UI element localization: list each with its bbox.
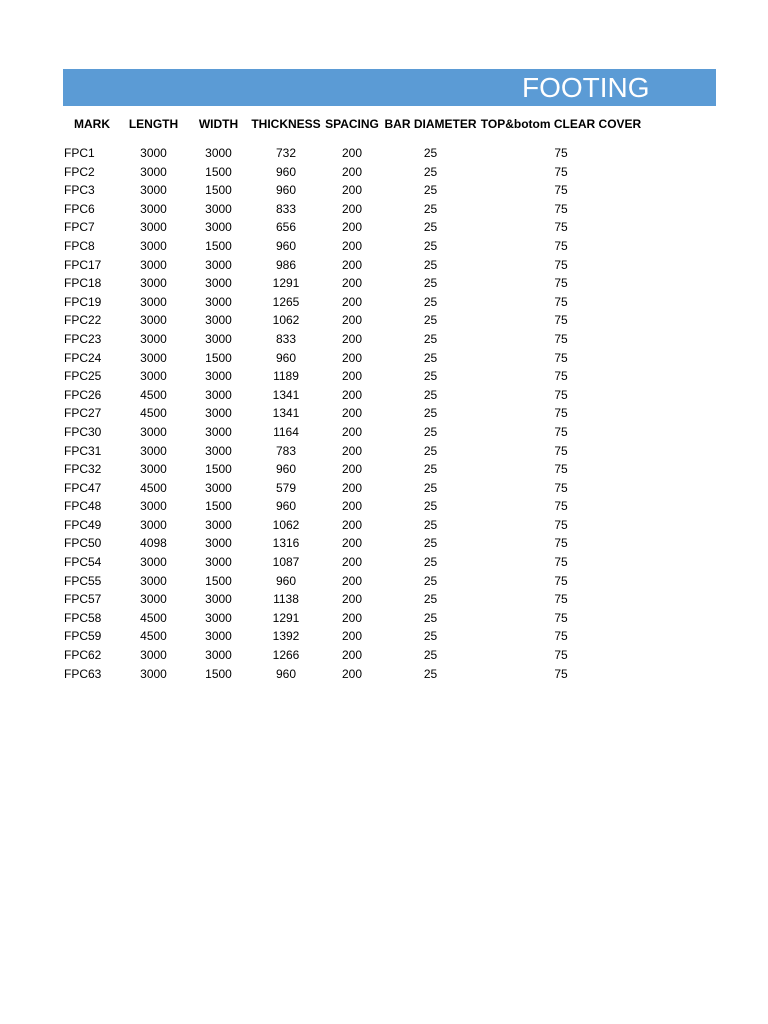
cell-clear-cover: 75 (554, 238, 568, 253)
cell-bar-diameter: 25 (423, 499, 438, 514)
cell-spacing: 200 (341, 499, 363, 514)
cell-spacing: 200 (341, 369, 363, 384)
cell-width: 3000 (205, 387, 232, 402)
table-row (63, 200, 644, 219)
cell-thickness: 960 (275, 350, 297, 365)
cell-length: 3000 (140, 648, 167, 663)
cell-bar-diameter: 25 (423, 164, 438, 179)
table-row (63, 516, 644, 535)
cell-width: 3000 (205, 592, 232, 607)
title-bar (63, 69, 716, 106)
cell-width: 3000 (205, 629, 232, 644)
cell-thickness: 960 (275, 183, 297, 198)
cell-thickness: 579 (275, 480, 297, 495)
cell-width: 3000 (205, 331, 232, 346)
cell-clear-cover: 75 (554, 146, 568, 160)
cell-length: 4500 (140, 629, 167, 644)
cell-width: 3000 (205, 369, 232, 384)
table-body (63, 144, 644, 683)
cell-width: 3000 (205, 443, 232, 458)
cell-width: 1500 (205, 462, 232, 477)
cell-clear-cover: 75 (554, 350, 568, 365)
cell-thickness: 1087 (272, 555, 300, 570)
table-row (63, 163, 644, 182)
cell-bar-diameter: 25 (423, 592, 438, 607)
cell-bar-diameter: 25 (423, 648, 438, 663)
cell-width: 3000 (205, 313, 232, 328)
cell-spacing: 200 (341, 331, 363, 346)
cell-thickness: 833 (275, 201, 297, 216)
cell-bar-diameter: 25 (423, 294, 438, 309)
table-row (63, 237, 644, 256)
cell-length: 3000 (140, 276, 167, 291)
cell-length: 3000 (140, 350, 167, 365)
cell-length: 3000 (140, 183, 167, 198)
table-row (63, 665, 644, 684)
cell-length: 3000 (140, 517, 167, 532)
cell-clear-cover: 75 (554, 257, 568, 272)
cell-length: 3000 (140, 201, 167, 216)
cell-length: 3000 (140, 462, 167, 477)
cell-mark: FPC32 (64, 462, 102, 477)
column-header-spacing: SPACING (325, 117, 379, 131)
cell-bar-diameter: 25 (423, 276, 438, 291)
cell-length: 3000 (140, 573, 167, 588)
cell-length: 3000 (140, 164, 167, 179)
cell-bar-diameter: 25 (423, 610, 438, 625)
cell-mark: FPC31 (64, 443, 102, 458)
table-row (63, 330, 644, 349)
cell-length: 3000 (140, 592, 167, 607)
cell-bar-diameter: 25 (423, 536, 438, 551)
cell-width: 3000 (205, 294, 232, 309)
cell-clear-cover: 75 (554, 183, 568, 198)
cell-mark: FPC59 (64, 629, 102, 644)
cell-clear-cover: 75 (554, 424, 568, 439)
cell-length: 3000 (140, 331, 167, 346)
cell-thickness: 656 (275, 220, 297, 235)
table-row (63, 590, 644, 609)
cell-mark: FPC24 (64, 350, 102, 365)
cell-width: 3000 (205, 536, 232, 551)
cell-clear-cover: 75 (554, 610, 568, 625)
cell-width: 3000 (205, 480, 232, 495)
cell-mark: FPC6 (64, 201, 95, 216)
cell-thickness: 732 (275, 146, 297, 160)
column-header-bar-diameter: BAR DIAMETER (384, 117, 477, 131)
cell-bar-diameter: 25 (423, 369, 438, 384)
cell-clear-cover: 75 (554, 666, 568, 681)
cell-bar-diameter: 25 (423, 220, 438, 235)
cell-mark: FPC54 (64, 555, 102, 570)
cell-clear-cover: 75 (554, 387, 568, 402)
cell-mark: FPC8 (64, 238, 95, 253)
cell-length: 3000 (140, 369, 167, 384)
cell-spacing: 200 (341, 480, 363, 495)
cell-mark: FPC19 (64, 294, 102, 309)
spacer-row (63, 134, 644, 144)
table-row (63, 181, 644, 200)
cell-spacing: 200 (341, 666, 363, 681)
cell-mark: FPC58 (64, 610, 102, 625)
cell-bar-diameter: 25 (423, 629, 438, 644)
cell-bar-diameter: 25 (423, 313, 438, 328)
cell-clear-cover: 75 (554, 276, 568, 291)
cell-length: 4500 (140, 406, 167, 421)
cell-clear-cover: 75 (554, 536, 568, 551)
table-row (63, 646, 644, 665)
cell-width: 3000 (205, 201, 232, 216)
cell-width: 3000 (205, 610, 232, 625)
cell-thickness: 1341 (272, 406, 300, 421)
cell-bar-diameter: 25 (423, 443, 438, 458)
cell-clear-cover: 75 (554, 462, 568, 477)
cell-thickness: 1392 (272, 629, 300, 644)
cell-width: 3000 (205, 648, 232, 663)
cell-width: 1500 (205, 183, 232, 198)
cell-clear-cover: 75 (554, 313, 568, 328)
cell-width: 3000 (205, 555, 232, 570)
table-row (63, 218, 644, 237)
table-row (63, 497, 644, 516)
cell-clear-cover: 75 (554, 592, 568, 607)
cell-bar-diameter: 25 (423, 517, 438, 532)
cell-spacing: 200 (341, 629, 363, 644)
cell-bar-diameter: 25 (423, 666, 438, 681)
table-row (63, 442, 644, 461)
cell-mark: FPC3 (64, 183, 95, 198)
cell-length: 3000 (140, 666, 167, 681)
table-row (63, 553, 644, 572)
cell-width: 1500 (205, 573, 232, 588)
cell-width: 3000 (205, 424, 232, 439)
cell-bar-diameter: 25 (423, 331, 438, 346)
cell-mark: FPC63 (64, 666, 102, 681)
cell-length: 3000 (140, 499, 167, 514)
footing-table (63, 114, 644, 683)
cell-clear-cover: 75 (554, 517, 568, 532)
cell-spacing: 200 (341, 406, 363, 421)
cell-width: 3000 (205, 517, 232, 532)
cell-bar-diameter: 25 (423, 146, 438, 160)
cell-bar-diameter: 25 (423, 555, 438, 570)
cell-spacing: 200 (341, 146, 363, 160)
cell-spacing: 200 (341, 648, 363, 663)
cell-spacing: 200 (341, 536, 363, 551)
cell-clear-cover: 75 (554, 629, 568, 644)
cell-spacing: 200 (341, 220, 363, 235)
table-row (63, 609, 644, 628)
column-header-mark: MARK (74, 117, 110, 131)
table-row (63, 367, 644, 386)
cell-spacing: 200 (341, 573, 363, 588)
cell-spacing: 200 (341, 183, 363, 198)
cell-spacing: 200 (341, 424, 363, 439)
table-row (63, 460, 644, 479)
table-row (63, 274, 644, 293)
cell-thickness: 960 (275, 238, 297, 253)
cell-length: 3000 (140, 146, 167, 160)
table-row (63, 479, 644, 498)
cell-spacing: 200 (341, 517, 363, 532)
cell-length: 3000 (140, 555, 167, 570)
cell-thickness: 1164 (273, 424, 299, 439)
cell-spacing: 200 (341, 443, 363, 458)
cell-clear-cover: 75 (554, 369, 568, 384)
cell-mark: FPC57 (64, 592, 102, 607)
cell-mark: FPC22 (64, 313, 102, 328)
cell-spacing: 200 (341, 294, 363, 309)
table-row (63, 627, 644, 646)
cell-mark: FPC30 (64, 424, 102, 439)
cell-length: 4500 (140, 610, 167, 625)
table-row (63, 144, 644, 163)
cell-thickness: 960 (275, 666, 297, 681)
table-row (63, 404, 644, 423)
cell-mark: FPC27 (64, 406, 102, 421)
cell-mark: FPC7 (64, 220, 95, 235)
cell-width: 1500 (205, 238, 232, 253)
cell-mark: FPC55 (64, 573, 102, 588)
cell-clear-cover: 75 (554, 406, 568, 421)
cell-bar-diameter: 25 (423, 573, 438, 588)
cell-bar-diameter: 25 (423, 350, 438, 365)
cell-clear-cover: 75 (554, 480, 568, 495)
cell-thickness: 960 (275, 462, 297, 477)
cell-clear-cover: 75 (554, 499, 568, 514)
table-row (63, 534, 644, 553)
cell-thickness: 833 (275, 331, 297, 346)
cell-thickness: 1291 (272, 610, 300, 625)
cell-bar-diameter: 25 (423, 480, 438, 495)
cell-clear-cover: 75 (554, 164, 568, 179)
cell-thickness: 1062 (272, 517, 300, 532)
cell-width: 3000 (205, 257, 232, 272)
cell-length: 3000 (140, 257, 167, 272)
cell-spacing: 200 (341, 238, 363, 253)
cell-width: 3000 (205, 276, 232, 291)
cell-width: 1500 (205, 499, 232, 514)
cell-bar-diameter: 25 (423, 424, 438, 439)
table-row (63, 256, 644, 275)
cell-thickness: 960 (275, 499, 297, 514)
cell-spacing: 200 (341, 313, 363, 328)
column-header-thickness: THICKNESS (251, 117, 321, 131)
sheet-title: FOOTING (522, 72, 650, 103)
cell-length: 4500 (140, 387, 167, 402)
cell-thickness: 1341 (272, 387, 300, 402)
cell-width: 3000 (205, 220, 232, 235)
table-row (63, 349, 644, 368)
cell-thickness: 960 (275, 573, 297, 588)
cell-mark: FPC2 (64, 164, 95, 179)
cell-clear-cover: 75 (554, 220, 568, 235)
cell-mark: FPC49 (64, 517, 102, 532)
cell-width: 3000 (205, 146, 232, 160)
cell-mark: FPC47 (64, 480, 102, 495)
table-row (63, 386, 644, 405)
cell-bar-diameter: 25 (423, 406, 438, 421)
cell-length: 3000 (140, 238, 167, 253)
cell-spacing: 200 (341, 462, 363, 477)
cell-clear-cover: 75 (554, 573, 568, 588)
cell-spacing: 200 (341, 387, 363, 402)
cell-spacing: 200 (341, 555, 363, 570)
cell-clear-cover: 75 (554, 331, 568, 346)
cell-clear-cover: 75 (554, 555, 568, 570)
cell-spacing: 200 (341, 201, 363, 216)
column-header-clear-cover: TOP&botom CLEAR COVER (480, 117, 642, 131)
cell-thickness: 986 (275, 257, 297, 272)
cell-bar-diameter: 25 (423, 462, 438, 477)
cell-mark: FPC25 (64, 369, 102, 384)
cell-width: 1500 (205, 350, 232, 365)
cell-bar-diameter: 25 (423, 201, 438, 216)
cell-length: 3000 (140, 313, 167, 328)
cell-thickness: 1062 (272, 313, 300, 328)
cell-spacing: 200 (341, 610, 363, 625)
cell-mark: FPC17 (64, 257, 102, 272)
cell-width: 3000 (205, 406, 232, 421)
cell-thickness: 1189 (273, 369, 299, 384)
cell-spacing: 200 (341, 592, 363, 607)
cell-length: 3000 (140, 443, 167, 458)
cell-mark: FPC50 (64, 536, 102, 551)
cell-clear-cover: 75 (554, 201, 568, 216)
cell-thickness: 1291 (272, 276, 300, 291)
cell-mark: FPC18 (64, 276, 102, 291)
cell-width: 1500 (205, 164, 232, 179)
cell-thickness: 1265 (272, 294, 300, 309)
cell-thickness: 783 (275, 443, 297, 458)
header-row (63, 114, 644, 134)
cell-bar-diameter: 25 (423, 183, 438, 198)
table-row (63, 311, 644, 330)
cell-length: 4500 (140, 480, 167, 495)
column-header-width: WIDTH (198, 117, 239, 131)
table-row (63, 423, 644, 442)
cell-thickness: 1138 (273, 592, 299, 607)
cell-clear-cover: 75 (554, 648, 568, 663)
cell-spacing: 200 (341, 350, 363, 365)
table-row (63, 572, 644, 591)
cell-spacing: 200 (341, 164, 363, 179)
cell-mark: FPC23 (64, 331, 102, 346)
cell-thickness: 960 (275, 164, 297, 179)
cell-width: 1500 (205, 666, 232, 681)
cell-bar-diameter: 25 (423, 387, 438, 402)
cell-clear-cover: 75 (554, 294, 568, 309)
cell-length: 3000 (140, 424, 167, 439)
column-header-length: LENGTH (128, 117, 179, 131)
cell-mark: FPC62 (64, 648, 102, 663)
cell-length: 3000 (140, 294, 167, 309)
cell-mark: FPC48 (64, 499, 102, 514)
cell-mark: FPC26 (64, 387, 102, 402)
cell-length: 4098 (140, 536, 167, 551)
cell-thickness: 1316 (272, 536, 300, 551)
cell-spacing: 200 (341, 276, 363, 291)
cell-thickness: 1266 (272, 648, 300, 663)
cell-mark: FPC1 (64, 146, 95, 160)
cell-spacing: 200 (341, 257, 363, 272)
cell-bar-diameter: 25 (423, 238, 438, 253)
table-row (63, 293, 644, 312)
cell-length: 3000 (140, 220, 167, 235)
cell-clear-cover: 75 (554, 443, 568, 458)
cell-bar-diameter: 25 (423, 257, 438, 272)
